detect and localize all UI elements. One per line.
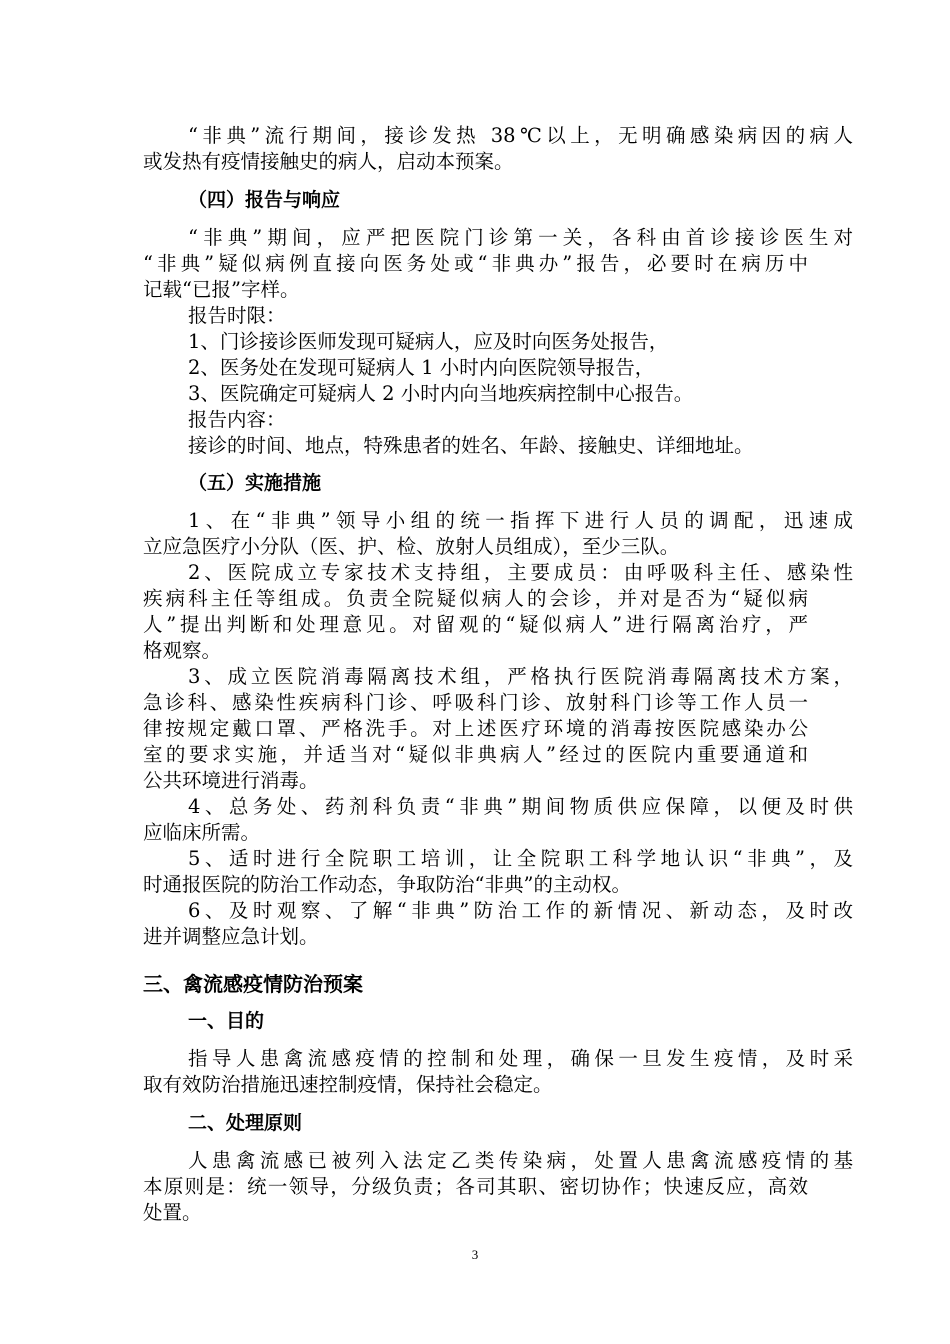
paragraph-line: 人”提出判断和处理意见。对留观的“疑似病人”进行隔离治疗，严 — [143, 613, 808, 636]
paragraph-line: 记载“已报”字样。 — [143, 278, 300, 301]
paragraph-line: 或发热有疫情接触史的病人，启动本预案。 — [143, 150, 514, 173]
paragraph-line: 接诊的时间、地点，特殊患者的姓名、年龄、接触史、详细地址。 — [188, 434, 754, 457]
paragraph-line: 律按规定戴口罩、严格洗手。对上述医疗环境的消毒按医院感染办公 — [143, 717, 808, 740]
paragraph-line: 6、及时观察、了解“非典”防治工作的新情况、新动态，及时改 — [188, 899, 853, 922]
paragraph-line: 取有效防治措施迅速控制疫情，保持社会稳定。 — [143, 1073, 553, 1096]
paragraph-line: 室的要求实施，并适当对“疑似非典病人”经过的医院内重要通道和 — [143, 743, 808, 766]
list-item: 2、医务处在发现可疑病人 1 小时内向医院领导报告， — [188, 356, 655, 379]
subsection-heading: 二、处理原则 — [188, 1112, 303, 1134]
page-number: 3 — [471, 1247, 479, 1262]
list-item: 1、门诊接诊医师发现可疑病人，应及时向医务处报告， — [188, 330, 669, 353]
paragraph-line: 处置。 — [143, 1201, 202, 1224]
paragraph-line: 3、成立医院消毒隔离技术组，严格执行医院消毒隔离技术方案， — [188, 665, 853, 688]
paragraph-line: 4、总务处、药剂科负责“非典”期间物质供应保障，以便及时供 — [188, 795, 853, 818]
subsection-heading: （四）报告与响应 — [188, 189, 341, 211]
paragraph-line: 报告时限： — [188, 304, 286, 327]
subsection-heading: （五）实施措施 — [188, 472, 322, 494]
paragraph-line: 急诊科、感染性疾病科门诊、呼吸科门诊、放射科门诊等工作人员一 — [143, 691, 808, 714]
paragraph-line: 时通报医院的防治工作动态，争取防治“非典”的主动权。 — [143, 873, 631, 896]
paragraph-line: 本原则是：统一领导，分级负责；各司其职、密切协作；快速反应，高效 — [143, 1175, 808, 1198]
paragraph-line: 人患禽流感已被列入法定乙类传染病，处置人患禽流感疫情的基 — [188, 1149, 853, 1172]
paragraph-line: 报告内容： — [188, 408, 286, 431]
paragraph-line: 1、在“非典”领导小组的统一指挥下进行人员的调配，迅速成 — [188, 509, 853, 532]
subsection-heading: 一、目的 — [188, 1010, 265, 1032]
paragraph-line: “非典”流行期间，接诊发热 38℃以上，无明确感染病因的病人 — [188, 124, 853, 147]
paragraph-line: 5、适时进行全院职工培训，让全院职工科学地认识“非典”，及 — [188, 847, 853, 870]
paragraph-line: “非典”期间，应严把医院门诊第一关，各科由首诊接诊医生对 — [188, 226, 853, 249]
paragraph-line: 应临床所需。 — [143, 821, 261, 844]
paragraph-line: 疾病科主任等组成。负责全院疑似病人的会诊，并对是否为“疑似病 — [143, 587, 808, 610]
section-heading: 三、禽流感疫情防治预案 — [143, 972, 363, 996]
paragraph-line: 2、医院成立专家技术支持组，主要成员：由呼吸科主任、感染性 — [188, 561, 853, 584]
list-item: 3、医院确定可疑病人 2 小时内向当地疾病控制中心报告。 — [188, 382, 694, 405]
paragraph-line: 进并调整应急计划。 — [143, 925, 319, 948]
paragraph-line: “非典”疑似病例直接向医务处或“非典办”报告，必要时在病历中 — [143, 252, 808, 275]
paragraph-line: 指导人患禽流感疫情的控制和处理，确保一旦发生疫情，及时采 — [188, 1047, 853, 1070]
paragraph-line: 立应急医疗小分队（医、护、检、放射人员组成），至少三队。 — [143, 535, 680, 558]
paragraph-line: 格观察。 — [143, 639, 222, 662]
paragraph-line: 公共环境进行消毒。 — [143, 769, 319, 792]
